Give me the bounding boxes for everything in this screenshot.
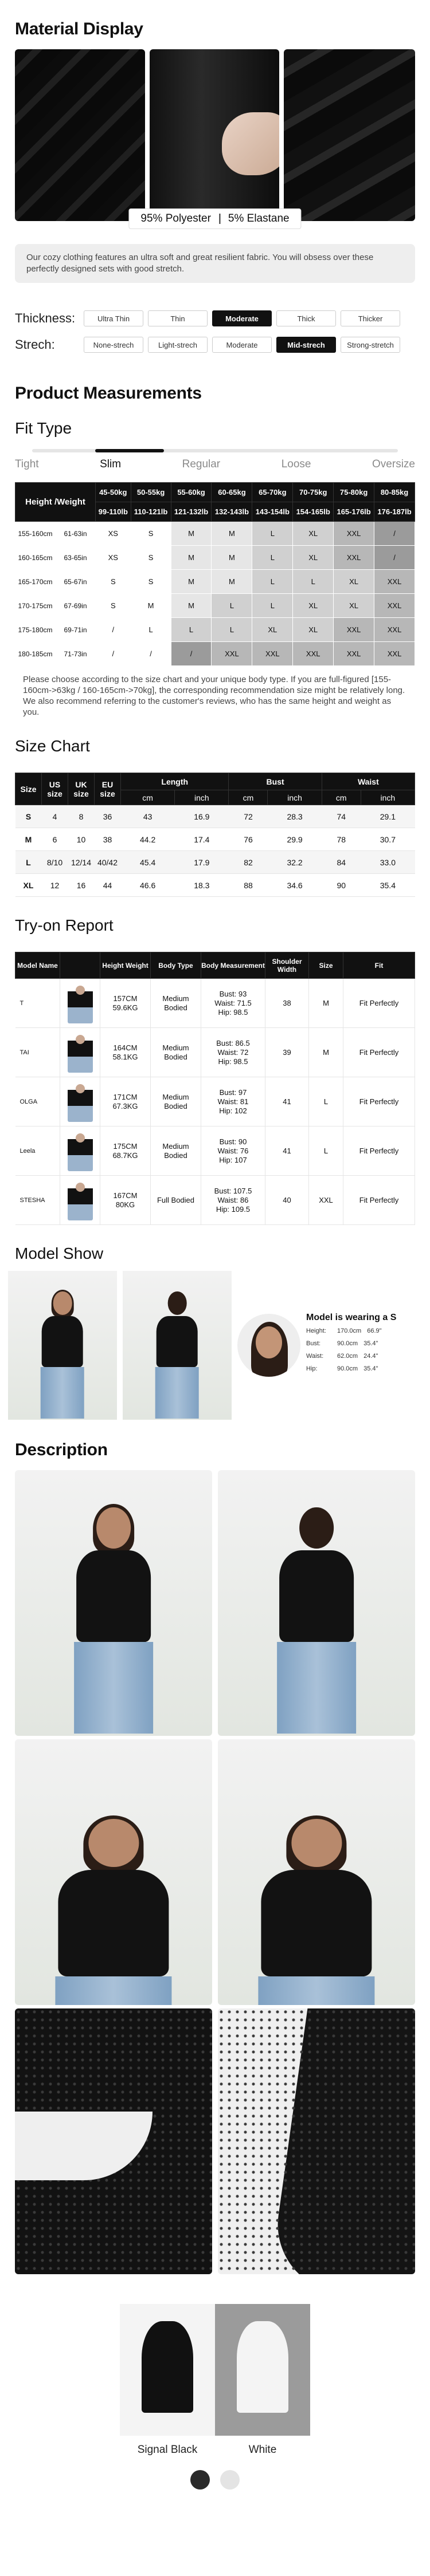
size-cell: XXL bbox=[374, 618, 415, 642]
size-cell: / bbox=[96, 642, 131, 666]
body-type: Medium Bodied bbox=[151, 1126, 201, 1176]
model-height: 167CM bbox=[113, 1191, 138, 1200]
tryon-row bbox=[15, 1077, 415, 1126]
material-description: Our cozy clothing features an ultra soft and great resilient fabric. You will obsess over these perfectly designed sets with good stretch. bbox=[15, 244, 415, 283]
size-cell: XL bbox=[334, 570, 374, 594]
waist: Waist: 71.5 bbox=[214, 998, 252, 1007]
size-cell: M bbox=[212, 522, 252, 546]
measurement-row bbox=[15, 594, 415, 618]
tryon-row bbox=[15, 979, 415, 1028]
model-avatar bbox=[237, 1314, 300, 1377]
model-back-photo bbox=[123, 1271, 232, 1420]
col-uk: UK size bbox=[68, 773, 95, 805]
fit-option: Tight bbox=[15, 458, 39, 470]
height-in: 65-67in bbox=[56, 570, 96, 594]
size-cell: XL bbox=[252, 618, 293, 642]
size-chart-cell: 10 bbox=[68, 828, 95, 851]
stretch-option-selected: Mid-strech bbox=[276, 337, 336, 353]
size-chart-cell: 30.7 bbox=[361, 828, 415, 851]
weight-kg: 80-85kg bbox=[374, 483, 415, 502]
lace-detail-2 bbox=[218, 2008, 415, 2274]
model-name: TAI bbox=[15, 1028, 60, 1077]
model-stat-in: 66.9" bbox=[367, 1328, 382, 1334]
model-size: L bbox=[309, 1077, 343, 1126]
body-type: Medium Bodied bbox=[151, 1077, 201, 1126]
height-weight bbox=[100, 1028, 151, 1077]
shoulder-width: 41 bbox=[265, 1126, 309, 1176]
model-weight: 67.3KG bbox=[112, 1101, 138, 1110]
size-chart-cell: 4 bbox=[42, 805, 68, 828]
model-front-photo bbox=[8, 1271, 117, 1420]
height-weight-table bbox=[15, 482, 415, 666]
size-row bbox=[15, 828, 415, 851]
description-title: Description bbox=[15, 1440, 108, 1459]
col-waist: Waist bbox=[322, 773, 415, 790]
tryon-title: Try-on Report bbox=[15, 916, 114, 934]
model-thumb bbox=[60, 1077, 100, 1126]
shoulder-width: 41 bbox=[265, 1077, 309, 1126]
size-cell: L bbox=[293, 570, 334, 594]
unit-cm: cm bbox=[229, 790, 268, 805]
height-cm: 165-170cm bbox=[15, 570, 56, 594]
height-in: 67-69in bbox=[56, 594, 96, 618]
hand-image bbox=[222, 112, 279, 175]
size-cell: XXL bbox=[374, 570, 415, 594]
col-thumb bbox=[60, 952, 100, 979]
description-gallery bbox=[0, 1470, 430, 2274]
gallery-photo-closeup-2 bbox=[218, 1739, 415, 2005]
model-size: M bbox=[309, 1028, 343, 1077]
size-row bbox=[15, 874, 415, 897]
thickness-option: Thicker bbox=[341, 310, 400, 326]
size-chart-cell: XL bbox=[15, 874, 42, 897]
size-chart-cell: 34.6 bbox=[268, 874, 322, 897]
model-height: 164CM bbox=[113, 1043, 138, 1052]
fit-result: Fit Perfectly bbox=[343, 979, 415, 1028]
thickness-label: Thickness: bbox=[15, 311, 76, 325]
hip: Hip: 102 bbox=[219, 1106, 247, 1115]
height-cm: 160-165cm bbox=[15, 546, 56, 570]
weight-kg: 65-70kg bbox=[252, 483, 293, 502]
fabric-composition bbox=[128, 208, 301, 229]
model-size: XXL bbox=[309, 1176, 343, 1225]
size-chart-cell: 84 bbox=[322, 851, 361, 874]
model-show-title: Model Show bbox=[15, 1244, 104, 1262]
size-chart-cell: 82 bbox=[229, 851, 268, 874]
product-measurements-title: Product Measurements bbox=[15, 384, 202, 403]
body-type: Medium Bodied bbox=[151, 979, 201, 1028]
unit-inch: inch bbox=[175, 790, 229, 805]
model-info bbox=[306, 1313, 396, 1378]
col-body-type: Body Type bbox=[151, 952, 201, 979]
size-chart-cell: 88 bbox=[229, 874, 268, 897]
height-in: 71-73in bbox=[56, 642, 96, 666]
model-thumb bbox=[60, 979, 100, 1028]
height-cm: 170-175cm bbox=[15, 594, 56, 618]
size-chart-cell: 36 bbox=[95, 805, 121, 828]
body-type: Medium Bodied bbox=[151, 1028, 201, 1077]
model-size: M bbox=[309, 979, 343, 1028]
fabric-image-1 bbox=[15, 49, 145, 221]
size-chart-cell: 8/10 bbox=[42, 851, 68, 874]
swatch-black[interactable] bbox=[120, 2304, 215, 2436]
model-stat-cm: 170.0cm bbox=[337, 1328, 362, 1334]
fit-option-selected: Slim bbox=[100, 458, 122, 470]
size-cell: XL bbox=[293, 522, 334, 546]
model-name: STESHA bbox=[15, 1176, 60, 1225]
fabric-image-3 bbox=[284, 49, 415, 221]
body-measurement bbox=[201, 1176, 265, 1225]
weight-lb: 143-154lb bbox=[252, 502, 293, 522]
size-chart-cell: 33.0 bbox=[361, 851, 415, 874]
size-cell: L bbox=[252, 546, 293, 570]
size-row bbox=[15, 805, 415, 828]
col-us: US size bbox=[42, 773, 68, 805]
bust: Bust: 93 bbox=[219, 989, 247, 998]
size-chart-cell: 45.4 bbox=[121, 851, 175, 874]
size-chart-cell: M bbox=[15, 828, 42, 851]
size-chart-cell: 44 bbox=[95, 874, 121, 897]
size-cell: L bbox=[252, 570, 293, 594]
fit-option: Oversize bbox=[372, 458, 415, 470]
unit-cm: cm bbox=[322, 790, 361, 805]
tryon-row bbox=[15, 1028, 415, 1077]
measurement-row bbox=[15, 522, 415, 546]
color-dots bbox=[0, 2470, 430, 2490]
size-chart-title: Size Chart bbox=[15, 737, 90, 755]
thickness-option: Thick bbox=[276, 310, 336, 326]
model-wearing-size: Model is wearing a S bbox=[306, 1313, 397, 1322]
height-weight bbox=[100, 1176, 151, 1225]
divider bbox=[219, 214, 220, 224]
weight-lb: 110-121lb bbox=[131, 502, 171, 522]
model-weight: 58.1KG bbox=[112, 1052, 138, 1061]
size-cell: XXL bbox=[252, 642, 293, 666]
hip: Hip: 109.5 bbox=[216, 1204, 251, 1214]
tryon-row bbox=[15, 1126, 415, 1176]
size-advice-note: Please choose according to the size chart and your unique body type. If you are full-figured [155-160cm->63kg / 160-165cm->70kg], the corresponding recommendation size might be relatively long. We also recommend referring to the customer's reviews, who has the same height and weight as you. bbox=[23, 675, 405, 717]
fit-indicator bbox=[95, 449, 164, 452]
size-cell: XL bbox=[293, 594, 334, 618]
measurement-row bbox=[15, 642, 415, 666]
size-chart-cell: 16 bbox=[68, 874, 95, 897]
gallery-photo-back bbox=[218, 1470, 415, 1736]
size-chart-cell: 32.2 bbox=[268, 851, 322, 874]
tryon-table bbox=[15, 952, 415, 1225]
size-cell: XS bbox=[96, 522, 131, 546]
model-name: OLGA bbox=[15, 1077, 60, 1126]
size-cell: / bbox=[171, 642, 212, 666]
material-images bbox=[0, 49, 430, 224]
fit-result: Fit Perfectly bbox=[343, 1176, 415, 1225]
model-stat-in: 35.4" bbox=[363, 1365, 378, 1372]
col-body-measurement: Body Measurement bbox=[201, 952, 265, 979]
model-name: T bbox=[15, 979, 60, 1028]
fit-type-title: Fit Type bbox=[15, 419, 72, 437]
weight-lb: 154-165lb bbox=[293, 502, 334, 522]
waist: Waist: 81 bbox=[217, 1097, 249, 1106]
body-measurement bbox=[201, 1028, 265, 1077]
polyester-label: 95% Polyester bbox=[140, 212, 211, 224]
height-in: 63-65in bbox=[56, 546, 96, 570]
col-fit: Fit bbox=[343, 952, 415, 979]
color-swatches bbox=[0, 2304, 430, 2436]
weight-kg: 50-55kg bbox=[131, 483, 171, 502]
color-labels bbox=[0, 2444, 430, 2456]
model-weight: 59.6KG bbox=[112, 1003, 138, 1012]
model-height: 175CM bbox=[113, 1141, 138, 1151]
size-cell: XXL bbox=[374, 642, 415, 666]
gallery-photo-closeup-1 bbox=[15, 1739, 212, 2005]
waist: Waist: 76 bbox=[217, 1146, 249, 1155]
model-name: Leela bbox=[15, 1126, 60, 1176]
thickness-scale bbox=[0, 310, 430, 326]
size-chart-cell: 17.4 bbox=[175, 828, 229, 851]
shoulder-width: 38 bbox=[265, 979, 309, 1028]
fit-option: Regular bbox=[182, 458, 221, 470]
height-in: 69-71in bbox=[56, 618, 96, 642]
fit-option: Loose bbox=[281, 458, 311, 470]
measurement-row bbox=[15, 618, 415, 642]
size-chart-cell: 16.9 bbox=[175, 805, 229, 828]
size-chart-cell: 38 bbox=[95, 828, 121, 851]
size-chart-cell: 28.3 bbox=[268, 805, 322, 828]
model-thumb bbox=[60, 1028, 100, 1077]
tryon-row bbox=[15, 1176, 415, 1225]
model-thumb bbox=[60, 1126, 100, 1176]
model-weight: 68.7KG bbox=[112, 1151, 138, 1160]
unit-cm: cm bbox=[121, 790, 175, 805]
size-chart-cell: L bbox=[15, 851, 42, 874]
thickness-option: Thin bbox=[148, 310, 208, 326]
bust: Bust: 90 bbox=[219, 1137, 247, 1146]
weight-lb: 99-110lb bbox=[96, 502, 131, 522]
model-stat-label: Hip: bbox=[306, 1365, 318, 1372]
size-chart-cell: 90 bbox=[322, 874, 361, 897]
weight-kg: 60-65kg bbox=[212, 483, 252, 502]
fit-track bbox=[32, 449, 398, 452]
fabric-image-2 bbox=[150, 49, 280, 221]
col-size: Size bbox=[309, 952, 343, 979]
weight-kg: 70-75kg bbox=[293, 483, 334, 502]
size-cell: L bbox=[171, 618, 212, 642]
model-stat-label: Bust: bbox=[306, 1340, 321, 1347]
size-cell: XXL bbox=[374, 594, 415, 618]
size-chart-cell: 29.9 bbox=[268, 828, 322, 851]
fit-type-scale bbox=[15, 446, 415, 473]
size-cell: S bbox=[96, 594, 131, 618]
stretch-scale bbox=[0, 337, 430, 353]
size-chart-cell: 74 bbox=[322, 805, 361, 828]
size-cell: L bbox=[131, 618, 171, 642]
stretch-option: None-strech bbox=[84, 337, 143, 353]
size-chart-cell: 8 bbox=[68, 805, 95, 828]
swatch-white[interactable] bbox=[215, 2304, 310, 2436]
weight-lb: 176-187lb bbox=[374, 502, 415, 522]
weight-kg: 45-50kg bbox=[96, 483, 131, 502]
size-cell: S bbox=[131, 570, 171, 594]
body-measurement bbox=[201, 979, 265, 1028]
height-weight bbox=[100, 1077, 151, 1126]
size-cell: M bbox=[171, 570, 212, 594]
size-chart-cell: 43 bbox=[121, 805, 175, 828]
size-cell: M bbox=[171, 594, 212, 618]
height-cm: 180-185cm bbox=[15, 642, 56, 666]
bust: Bust: 86.5 bbox=[216, 1038, 250, 1047]
model-stat-label: Waist: bbox=[306, 1353, 324, 1360]
weight-lb: 132-143lb bbox=[212, 502, 252, 522]
fit-result: Fit Perfectly bbox=[343, 1077, 415, 1126]
size-chart-cell: 12 bbox=[42, 874, 68, 897]
model-stat-cm: 62.0cm bbox=[337, 1353, 358, 1360]
col-shoulder: Shoulder Width bbox=[265, 952, 309, 979]
material-display-title: Material Display bbox=[15, 19, 143, 38]
size-cell: XXL bbox=[293, 642, 334, 666]
col-model-name: Model Name bbox=[15, 952, 60, 979]
col-size: Size bbox=[15, 773, 42, 805]
body-measurement bbox=[201, 1126, 265, 1176]
fit-result: Fit Perfectly bbox=[343, 1126, 415, 1176]
size-chart-cell: S bbox=[15, 805, 42, 828]
size-cell: M bbox=[212, 570, 252, 594]
waist: Waist: 86 bbox=[217, 1195, 249, 1204]
height-weight-header: Height /Weight bbox=[15, 483, 96, 522]
model-show-row bbox=[0, 1271, 430, 1420]
fit-result: Fit Perfectly bbox=[343, 1028, 415, 1077]
col-bust: Bust bbox=[229, 773, 322, 790]
size-cell: / bbox=[374, 546, 415, 570]
color-dot-white[interactable] bbox=[220, 2470, 240, 2490]
weight-lb: 165-176lb bbox=[334, 502, 374, 522]
bust: Bust: 97 bbox=[219, 1088, 247, 1097]
bust: Bust: 107.5 bbox=[214, 1186, 252, 1195]
lace-detail-1 bbox=[15, 2008, 212, 2274]
model-stat-in: 35.4" bbox=[363, 1340, 378, 1347]
height-weight bbox=[100, 1126, 151, 1176]
shoulder-width: 39 bbox=[265, 1028, 309, 1077]
model-thumb bbox=[60, 1176, 100, 1225]
size-cell: / bbox=[131, 642, 171, 666]
elastane-label: 5% Elastane bbox=[228, 212, 290, 224]
size-cell: L bbox=[212, 594, 252, 618]
height-cm: 175-180cm bbox=[15, 618, 56, 642]
size-cell: XS bbox=[96, 546, 131, 570]
thickness-option-selected: Moderate bbox=[212, 310, 272, 326]
height-in: 61-63in bbox=[56, 522, 96, 546]
size-cell: XXL bbox=[334, 642, 374, 666]
measurement-row bbox=[15, 570, 415, 594]
size-cell: XL bbox=[334, 594, 374, 618]
gallery-photo-front bbox=[15, 1470, 212, 1736]
height-cm: 155-160cm bbox=[15, 522, 56, 546]
body-measurement bbox=[201, 1077, 265, 1126]
model-stat-label: Height: bbox=[306, 1328, 326, 1334]
size-cell: S bbox=[131, 546, 171, 570]
size-chart-table bbox=[15, 773, 415, 897]
size-chart-cell: 12/14 bbox=[68, 851, 95, 874]
weight-kg: 75-80kg bbox=[334, 483, 374, 502]
size-cell: XXL bbox=[334, 522, 374, 546]
col-eu: EU size bbox=[95, 773, 121, 805]
body-type: Full Bodied bbox=[151, 1176, 201, 1225]
size-cell: M bbox=[131, 594, 171, 618]
weight-lb: 121-132lb bbox=[171, 502, 212, 522]
size-cell: L bbox=[252, 522, 293, 546]
height-weight bbox=[100, 979, 151, 1028]
model-stat-cm: 90.0cm bbox=[337, 1365, 358, 1372]
size-cell: XXL bbox=[334, 546, 374, 570]
size-chart-cell: 29.1 bbox=[361, 805, 415, 828]
size-chart-cell: 6 bbox=[42, 828, 68, 851]
color-label-white: White bbox=[248, 2444, 277, 2456]
size-chart-cell: 40/42 bbox=[95, 851, 121, 874]
model-weight: 80KG bbox=[115, 1200, 135, 1209]
stretch-label: Strech: bbox=[15, 337, 55, 352]
color-label-black: Signal Black bbox=[137, 2444, 198, 2456]
hip: Hip: 107 bbox=[219, 1155, 247, 1164]
size-chart-cell: 35.4 bbox=[361, 874, 415, 897]
size-chart-cell: 46.6 bbox=[121, 874, 175, 897]
size-cell: M bbox=[171, 546, 212, 570]
size-cell: M bbox=[171, 522, 212, 546]
model-height: 157CM bbox=[113, 994, 138, 1003]
hip: Hip: 98.5 bbox=[218, 1057, 248, 1066]
stretch-option: Strong-stretch bbox=[341, 337, 400, 353]
size-cell: XL bbox=[293, 618, 334, 642]
model-stat-in: 24.4" bbox=[363, 1353, 378, 1360]
hip: Hip: 98.5 bbox=[218, 1007, 248, 1017]
size-cell: XL bbox=[293, 546, 334, 570]
size-chart-cell: 72 bbox=[229, 805, 268, 828]
stretch-option: Moderate bbox=[212, 337, 272, 353]
size-cell: XXL bbox=[212, 642, 252, 666]
size-chart-cell: 18.3 bbox=[175, 874, 229, 897]
size-chart-cell: 44.2 bbox=[121, 828, 175, 851]
size-cell: S bbox=[131, 522, 171, 546]
size-chart-cell: 78 bbox=[322, 828, 361, 851]
size-row bbox=[15, 851, 415, 874]
size-cell: XXL bbox=[334, 618, 374, 642]
col-length: Length bbox=[121, 773, 229, 790]
size-cell: L bbox=[252, 594, 293, 618]
size-chart-cell: 17.9 bbox=[175, 851, 229, 874]
size-cell: S bbox=[96, 570, 131, 594]
size-cell: L bbox=[212, 618, 252, 642]
measurement-row bbox=[15, 546, 415, 570]
color-dot-black[interactable] bbox=[190, 2470, 210, 2490]
size-cell: / bbox=[96, 618, 131, 642]
shoulder-width: 40 bbox=[265, 1176, 309, 1225]
waist: Waist: 72 bbox=[217, 1047, 249, 1057]
model-stat-cm: 90.0cm bbox=[337, 1340, 358, 1347]
thickness-option: Ultra Thin bbox=[84, 310, 143, 326]
model-size: L bbox=[309, 1126, 343, 1176]
size-chart-cell: 76 bbox=[229, 828, 268, 851]
size-cell: / bbox=[374, 522, 415, 546]
unit-inch: inch bbox=[268, 790, 322, 805]
weight-kg: 55-60kg bbox=[171, 483, 212, 502]
size-cell: M bbox=[212, 546, 252, 570]
unit-inch: inch bbox=[361, 790, 415, 805]
col-height-weight: Height Weight bbox=[100, 952, 151, 979]
model-height: 171CM bbox=[113, 1092, 138, 1101]
stretch-option: Light-strech bbox=[148, 337, 208, 353]
